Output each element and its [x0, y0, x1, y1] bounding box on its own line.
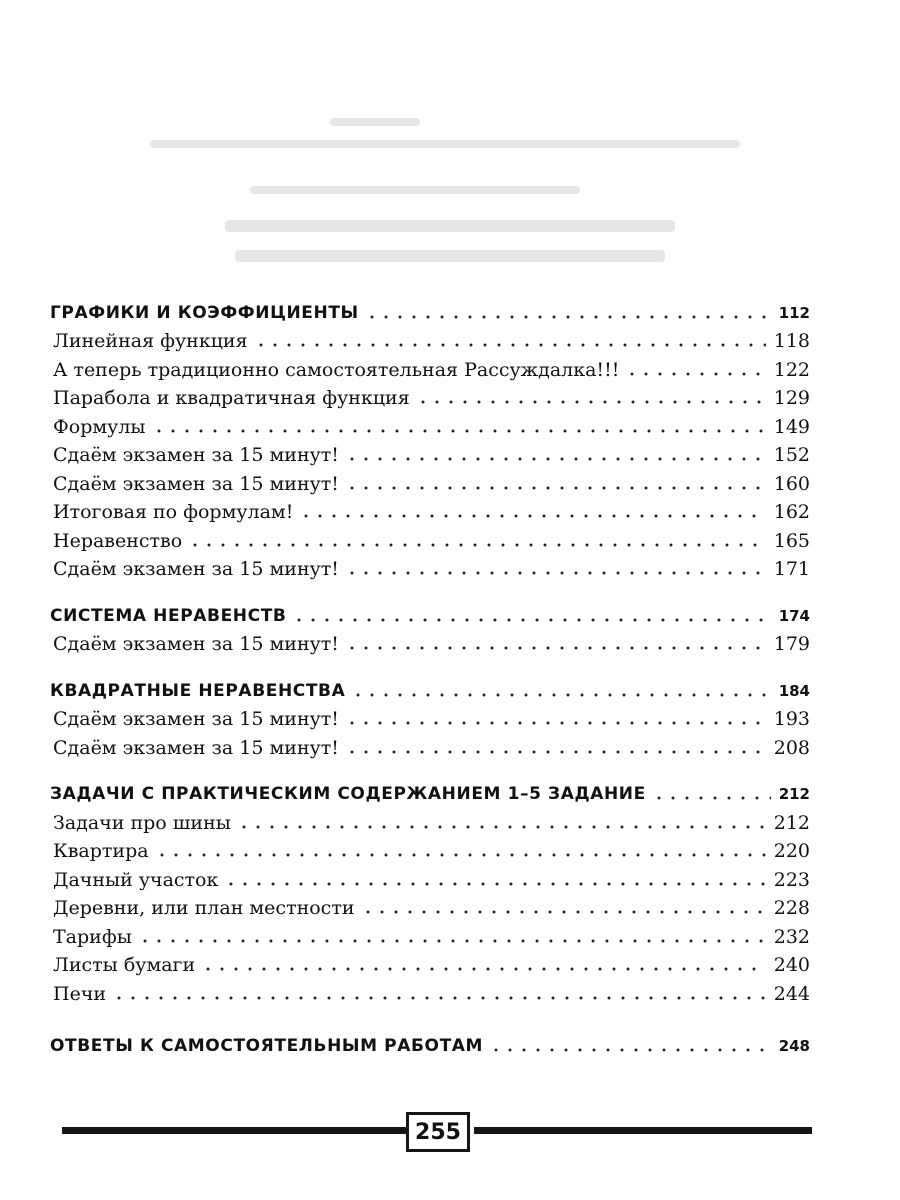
- toc-entry: [50, 410, 810, 439]
- dot-leader: [345, 720, 766, 726]
- show-through-line: [235, 250, 665, 262]
- dot-leader: [361, 909, 766, 915]
- entry-page-number: 193: [773, 708, 810, 730]
- dot-leader: [652, 795, 771, 801]
- toc-entry: [50, 731, 810, 760]
- toc-section-heading: [50, 296, 810, 325]
- section-gap: [50, 760, 810, 778]
- entry-page-number: 152: [773, 444, 810, 466]
- entry-page-number: 212: [773, 811, 810, 834]
- entry-page-number: 220: [773, 840, 810, 862]
- dot-leader: [489, 1047, 771, 1053]
- toc-entry: [50, 553, 810, 582]
- dot-leader: [345, 485, 766, 491]
- section-title: ЗАДАЧИ С ПРАКТИЧЕСКИМ СОДЕРЖАНИЕМ 1–5 ЗАДАНИЕ: [50, 784, 646, 804]
- dot-leader: [237, 824, 766, 830]
- dot-leader: [345, 570, 766, 576]
- toc-section-heading: [50, 778, 810, 807]
- toc-entry: [50, 920, 810, 949]
- dot-leader: [351, 692, 770, 698]
- entry-title: Квартира: [53, 840, 149, 862]
- entry-title: А теперь традиционно самостоятельная Рассуждалка!!!: [53, 358, 620, 381]
- entry-title: Итоговая по формулам!: [53, 501, 294, 523]
- toc-entry: [50, 439, 810, 468]
- toc-entry: [50, 628, 810, 657]
- show-through-line: [330, 118, 420, 126]
- entry-page-number: 179: [773, 633, 810, 655]
- toc-entry: [50, 703, 810, 732]
- entry-page-number: 223: [773, 868, 810, 891]
- dot-leader: [345, 456, 766, 462]
- toc-entry: [50, 806, 810, 835]
- dot-leader: [416, 399, 766, 405]
- footer-rule-right: [474, 1127, 812, 1134]
- section-gap: [50, 581, 810, 599]
- toc-entry: [50, 467, 810, 496]
- entry-title: Сдаём экзамен за 15 минут!: [53, 736, 339, 759]
- toc-entry: [50, 325, 810, 354]
- dot-leader: [188, 542, 766, 548]
- dot-leader: [138, 938, 766, 944]
- entry-page-number: 171: [773, 558, 810, 580]
- toc-section-heading: [50, 599, 810, 628]
- entry-page-number: 122: [773, 358, 810, 381]
- section-title: КВАДРАТНЫЕ НЕРАВЕНСТВА: [50, 680, 346, 701]
- section-gap: [50, 1006, 810, 1030]
- entry-page-number: 160: [773, 472, 810, 495]
- page-number: 255: [415, 1119, 461, 1145]
- entry-page-number: 129: [773, 387, 810, 409]
- toc-entry: [50, 496, 810, 525]
- toc-entry: [50, 835, 810, 864]
- dot-leader: [224, 881, 765, 887]
- entry-title: Сдаём экзамен за 15 минут!: [53, 633, 339, 655]
- dot-leader: [345, 645, 766, 651]
- entry-title: Парабола и квадратичная функция: [53, 387, 410, 409]
- toc-section-heading: [50, 1030, 810, 1059]
- show-through-line: [150, 140, 740, 148]
- entry-title: Сдаём экзамен за 15 минут!: [53, 708, 339, 730]
- entry-title: Тарифы: [53, 925, 132, 948]
- entry-title: Линейная функция: [53, 330, 248, 352]
- toc-entry: [50, 949, 810, 978]
- entry-title: Печи: [53, 982, 107, 1005]
- dot-leader: [292, 617, 770, 623]
- show-through-line: [225, 220, 675, 232]
- section-title: ОТВЕТЫ К САМОСТОЯТЕЛЬНЫМ РАБОТАМ: [50, 1036, 484, 1056]
- dot-leader: [155, 852, 766, 858]
- section-page-number: 112: [778, 303, 810, 322]
- show-through-line: [250, 186, 580, 194]
- toc-section-heading: [50, 674, 810, 703]
- toc-entry: [50, 892, 810, 921]
- entry-page-number: 149: [773, 415, 810, 438]
- entry-page-number: 228: [773, 897, 810, 919]
- section-page-number: 184: [778, 681, 810, 700]
- entry-page-number: 118: [773, 330, 810, 352]
- toc-entry: [50, 863, 810, 892]
- toc-entry: [50, 524, 810, 553]
- entry-page-number: 244: [773, 982, 810, 1005]
- dot-leader: [345, 749, 766, 755]
- entry-title: Листы бумаги: [53, 954, 196, 976]
- footer-rule-left: [62, 1127, 408, 1134]
- toc-entry: [50, 382, 810, 411]
- entry-title: Задачи про шины: [53, 811, 231, 834]
- dot-leader: [112, 995, 766, 1001]
- entry-page-number: 240: [773, 954, 810, 976]
- section-gap: [50, 656, 810, 674]
- dot-leader: [625, 371, 765, 377]
- dot-leader: [299, 513, 765, 519]
- entry-page-number: 165: [773, 529, 810, 552]
- dot-leader: [201, 966, 766, 972]
- section-page-number: 212: [778, 785, 810, 803]
- entry-page-number: 162: [773, 501, 810, 523]
- dot-leader: [365, 314, 771, 320]
- entry-title: Сдаём экзамен за 15 минут!: [53, 444, 339, 466]
- entry-page-number: 208: [773, 736, 810, 759]
- entry-title: Формулы: [53, 415, 146, 438]
- entry-page-number: 232: [773, 925, 810, 948]
- entry-title: Сдаём экзамен за 15 минут!: [53, 472, 339, 495]
- section-title: СИСТЕМА НЕРАВЕНСТВ: [50, 605, 287, 626]
- section-page-number: 248: [778, 1037, 810, 1055]
- entry-title: Сдаём экзамен за 15 минут!: [53, 558, 339, 580]
- entry-title: Неравенство: [53, 529, 183, 552]
- entry-title: Дачный участок: [53, 868, 219, 891]
- toc-entry: [50, 353, 810, 382]
- section-page-number: 174: [778, 606, 810, 625]
- page-number-box: [406, 1112, 470, 1152]
- dot-leader: [254, 342, 766, 348]
- section-title: ГРАФИКИ И КОЭФФИЦИЕНТЫ: [50, 302, 359, 323]
- show-through-area: [0, 0, 900, 290]
- toc-entry: [50, 977, 810, 1006]
- entry-title: Деревни, или план местности: [53, 897, 355, 919]
- dot-leader: [152, 428, 766, 434]
- table-of-contents: [50, 296, 810, 1058]
